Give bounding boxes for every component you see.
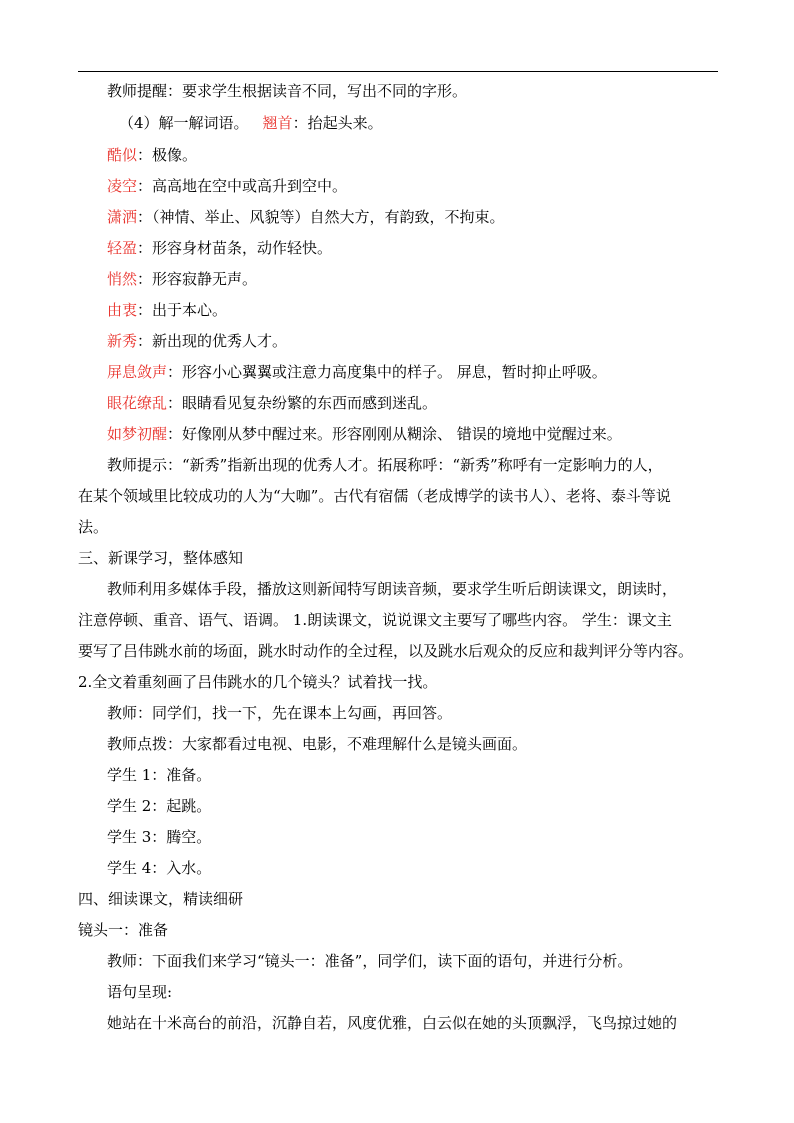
- teacher-reminder: 教师提醒：要求学生根据读音不同，写出不同的字形。: [107, 82, 468, 100]
- glossary-definition: ：形容小心翼翼或注意力高度集中的样子。 屏息，暂时抑止呼吸。: [167, 363, 607, 381]
- glossary-term: 如梦初醒: [107, 425, 168, 443]
- vocab-heading: [119, 113, 383, 133]
- glossary-definition: ：抬起头来。: [292, 114, 383, 132]
- glossary-term: 悄然: [107, 270, 138, 288]
- glossary-definition: ：形容身材苗条，动作轻快。: [137, 239, 333, 257]
- glossary-term: 眼花缭乱: [107, 394, 168, 412]
- section-heading-4: 四、细读课文，精读细研: [78, 890, 244, 908]
- glossary-item: [107, 207, 505, 227]
- teacher-line: 教师：下面我们来学习“镜头一：准备”，同学们，读下面的语句，并进行分析。: [107, 952, 633, 970]
- paragraph-line: 注意停顿、重音、语气、语调。 1.朗读课文，说说课文主要写了哪些内容。 学生：课文主: [78, 611, 672, 629]
- header-rule: [78, 71, 718, 72]
- glossary-term: 新秀: [107, 332, 138, 350]
- glossary-definition: ：形容寂静无声。: [137, 270, 258, 288]
- section-heading-3: 三、新课学习，整体感知: [78, 549, 244, 567]
- glossary-definition: ：好像刚从梦中醒过来。形容刚刚从糊涂、 错误的境地中觉醒过来。: [167, 425, 622, 443]
- glossary-item: [107, 145, 197, 165]
- teacher-guidance: 教师点拨：大家都看过电视、电影，不难理解什么是镜头画面。: [107, 735, 528, 753]
- glossary-definition: ：高高地在空中或高升到空中。: [137, 177, 348, 195]
- glossary-term: 凌空: [107, 177, 138, 195]
- glossary-item: [107, 269, 257, 289]
- glossary-definition: ：（神情、举止、风貌等）自然大方，有韵致，不拘束。: [137, 208, 505, 226]
- glossary-item: [107, 331, 287, 351]
- teacher-tip-line: 在某个领域里比较成功的人为“大咖”。古代有宿儒（老成博学的读书人）、老将、泰斗等说: [78, 487, 671, 505]
- glossary-term: 翘首: [262, 114, 293, 132]
- student-answer: 学生 2：起跳。: [107, 797, 212, 815]
- glossary-definition: ：眼睛看见复杂纷繁的东西而感到迷乱。: [167, 394, 438, 412]
- student-answer: 学生 4：入水。: [107, 859, 212, 877]
- shot-heading: 镜头一：准备: [78, 921, 169, 939]
- glossary-definition: ：极像。: [137, 146, 198, 164]
- question-line: 2.全文着重刻画了吕伟跳水的几个镜头？试着找一找。: [78, 673, 438, 691]
- glossary-item: [107, 300, 227, 320]
- glossary-definition: ：新出现的优秀人才。: [137, 332, 288, 350]
- glossary-term: 潇洒: [107, 208, 138, 226]
- glossary-item: [107, 238, 332, 258]
- glossary-term: 轻盈: [107, 239, 138, 257]
- student-answer: 学生 1：准备。: [107, 766, 212, 784]
- glossary-definition: ：出于本心。: [137, 301, 228, 319]
- vocab-heading-label: （4）解一解词语。: [119, 114, 249, 132]
- glossary-item: [107, 393, 437, 413]
- glossary-term: 由衷: [107, 301, 138, 319]
- glossary-term: 酷似: [107, 146, 138, 164]
- quoted-sentence: 她站在十米高台的前沿，沉静自若，风度优雅，白云似在她的头顶飘浮，飞鸟掠过她的: [107, 1014, 678, 1032]
- glossary-item: [107, 362, 607, 382]
- glossary-item: [107, 176, 347, 196]
- glossary-item: [107, 424, 622, 444]
- teacher-line: 教师：同学们，找一下，先在课本上勾画，再回答。: [107, 704, 453, 722]
- paragraph-line: 教师利用多媒体手段，播放这则新闻特写朗读音频，要求学生听后朗读课文，朗读时，: [107, 580, 678, 598]
- teacher-tip-line: 法。: [78, 518, 109, 536]
- teacher-tip-line: 教师提示：“新秀”指新出现的优秀人才。拓展称呼：“新秀”称呼有一定影响力的人，: [107, 456, 663, 474]
- student-answer: 学生 3：腾空。: [107, 828, 212, 846]
- sentence-presentation-label: 语句呈现:: [107, 983, 173, 1001]
- paragraph-line: 要写了吕伟跳水前的场面，跳水时动作的全过程，以及跳水后观众的反应和裁判评分等内容。: [78, 642, 694, 660]
- glossary-term: 屏息敛声: [107, 363, 168, 381]
